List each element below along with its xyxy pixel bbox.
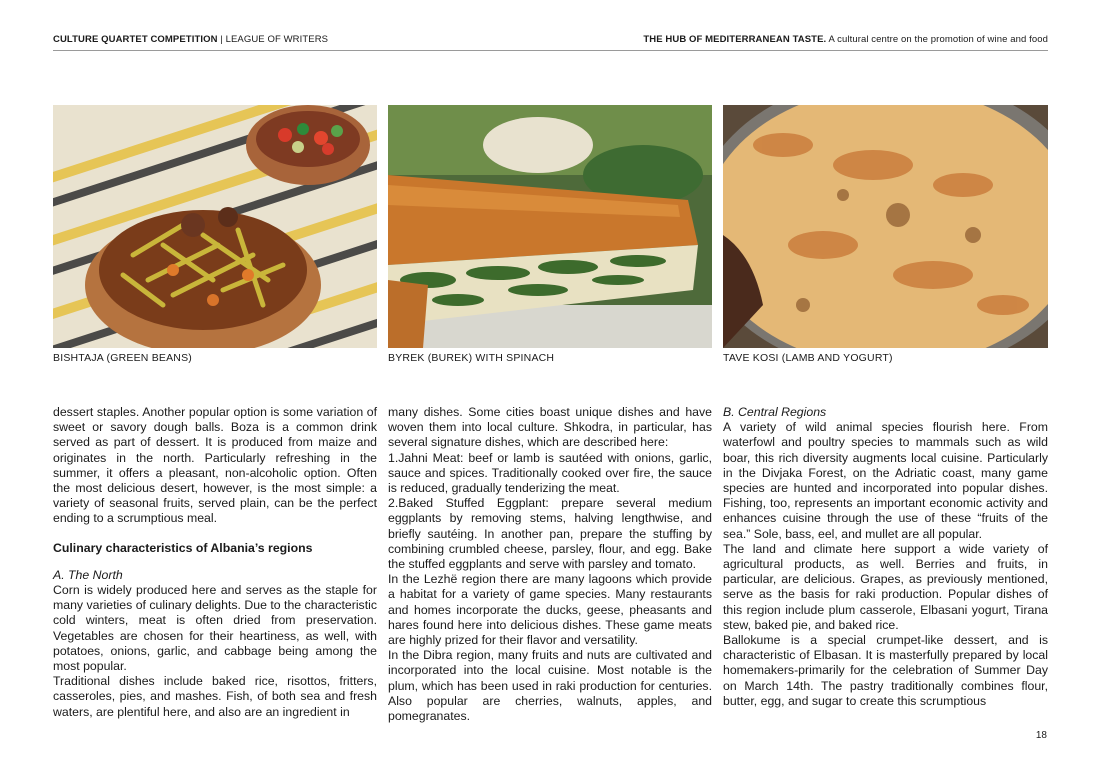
paragraph: The land and climate here support a wide variety of agricultural products, as well. Berries and fruits, in particular, are delicious. Grapes, as previously mentioned, serve as the basis for raki production. Popular dishes of this region include plum casserole, Elbasani yogurt, Tirana stew, baked pie, and baked rice. xyxy=(723,541,1048,632)
text-column-2 xyxy=(388,405,712,724)
paragraph: 1.Jahni Meat: beef or lamb is sautéed with onions, garlic, sauce and spices. Traditionally cooked over fire, the sauce is reduced, gradually tenderizing the meat. xyxy=(388,450,712,496)
photo-caption: BYREK (BUREK) WITH SPINACH xyxy=(388,352,555,364)
paragraph: 2.Baked Stuffed Eggplant: prepare several medium eggplants by removing stems, halving lengthwise, and briefly sautéing. In another pan, prepare the stuffing by combining crumbled cheese, parsley, flour, and egg. Bake the stuffed eggplants and serve with parsley and tomato. xyxy=(388,496,712,572)
paragraph: Ballokume is a special crumpet-like dessert, and is characteristic of Elbasan. It is masterfully prepared by local homemakers-primarily for the celebration of Summer Day on March 14th. The pastry traditionally combines flour, butter, egg, and sugar to create this scrumptious xyxy=(723,633,1048,708)
subsection-heading: A. The North xyxy=(53,567,123,582)
subsection-heading: B. Central Regions xyxy=(723,405,827,419)
text-column-3 xyxy=(723,405,1048,709)
text-column-1 xyxy=(53,405,377,720)
header-left xyxy=(53,34,328,45)
photo-caption: BISHTAJA (GREEN BEANS) xyxy=(53,352,192,364)
paragraph: In the Dibra region, many fruits and nuts are cultivated and incorporated into the local cuisine. Most notable is the plum, which has been used in raki production for centuries. Also popular are cherries, walnuts, apples, and pomegranates. xyxy=(388,648,712,724)
paragraph: In the Lezhë region there are many lagoons which provide a habitat for a variety of game species. Many restaurants and homes incorporate the ducks, geese, pheasants and hares found here into delicious dishes. These game meats are highly prized for their flavor and versatility. xyxy=(388,572,712,648)
paragraph: A variety of wild animal species flourish here. From waterfowl and poultry species to mammals such as wild boar, this rich diversity augments local cuisine. Particularly in the Divjaka Forest, on the Adriatic coast, many game species are hunted and incorporated into popular dishes. Fishing, too, represents an important economic activity and enhances cuisine through the use of these “fruits of the sea.” Sole, bass, eel, and mullet are all popular. xyxy=(723,420,1048,541)
page-number: 18 xyxy=(1035,730,1047,741)
header-right xyxy=(643,34,1048,45)
paragraph: many dishes. Some cities boast unique dishes and have woven them into local culture. Shkodra, in particular, has several signature dishes, which are described here: xyxy=(388,405,712,450)
photo-green-beans xyxy=(53,105,377,348)
league-label: | LEAGUE OF WRITERS xyxy=(217,34,329,45)
paragraph: Corn is widely produced here and serves as the staple for many varieties of culinary delights. Due to the characteristic cold winters, meat is often dried from preservation. Vegetables are chosen for their heartiness, as well, with potatoes, onions, garlic, and cabbage being among the most popular. xyxy=(53,583,377,674)
photo-tave-kosi xyxy=(723,105,1048,348)
competition-title: CULTURE QUARTET COMPETITION xyxy=(53,34,218,45)
photo-byrek xyxy=(388,105,712,348)
header-divider xyxy=(53,50,1048,51)
paragraph: Traditional dishes include baked rice, risottos, fritters, casseroles, pies, and mashes. Fish, of both sea and fresh waters, are plentiful here, and also are an ingredient in xyxy=(53,674,377,719)
paragraph: dessert staples. Another popular option is some variation of sweet or savory dough balls. Boza is a common drink served as part of dessert. It is produced from maize and originates in the north. Particularly refreshing in the summer, it offers a pleasant, non-alcoholic option. Often the most delicious desert, however, is the most simple: a variety of seasonal fruits, served plain, can be the perfect ending to a scrumptious meal. xyxy=(53,405,377,526)
hub-subtitle: A cultural centre on the promotion of wine and food xyxy=(826,34,1048,45)
hub-title: THE HUB OF MEDITERRANEAN TASTE. xyxy=(643,34,827,45)
section-heading: Culinary characteristics of Albania’s regions xyxy=(53,540,313,555)
photo-caption: TAVE KOSI (LAMB AND YOGURT) xyxy=(723,352,893,364)
